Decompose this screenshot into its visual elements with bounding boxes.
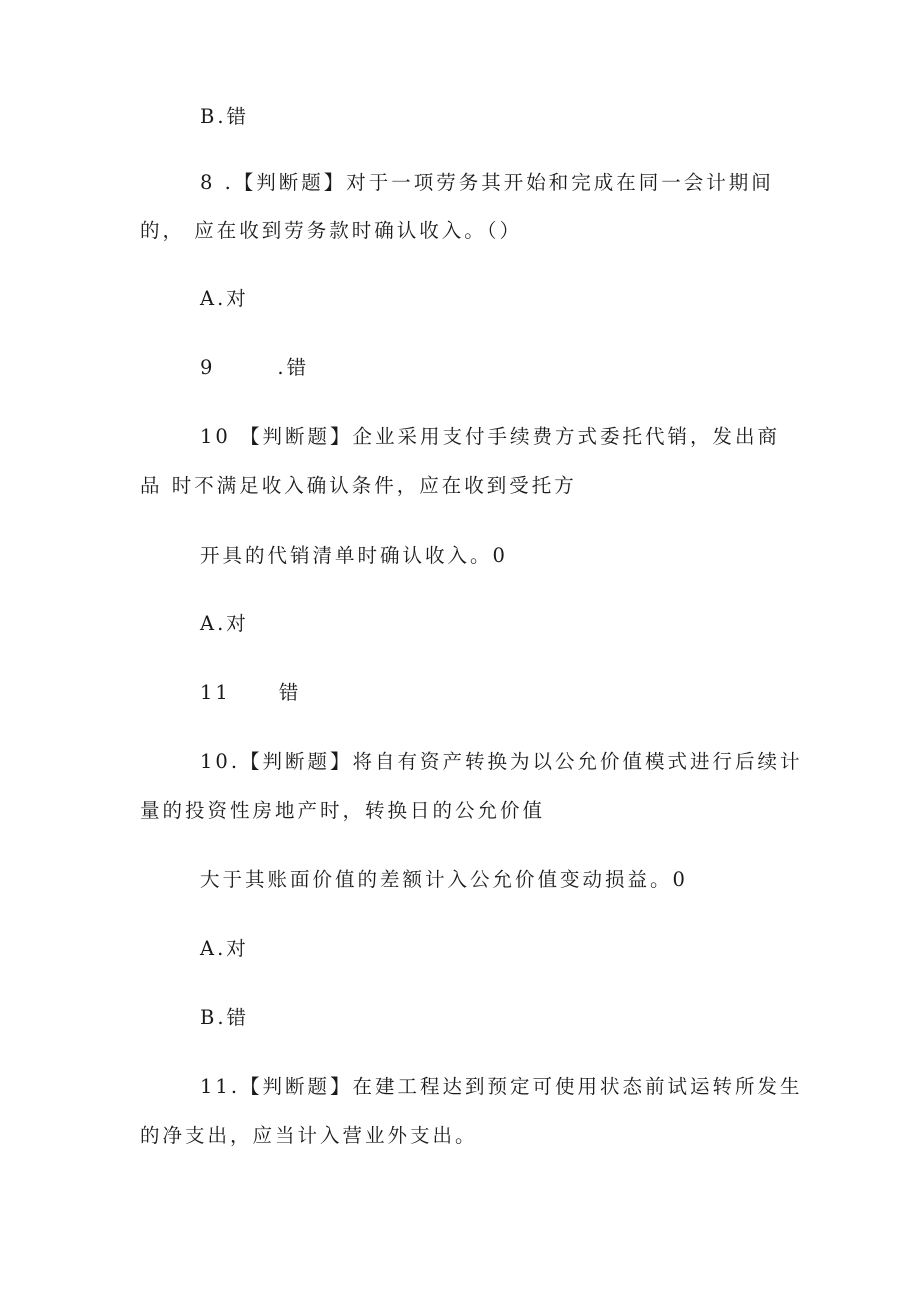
- question-10-line-2: 品 时不满足收入确认条件，应在收到受托方: [140, 474, 577, 497]
- question-10b-line-1: 10.【判断题】将自有资产转换为以公允价值模式进行后续计: [200, 750, 803, 773]
- question-10-line-3: 开具的代销清单时确认收入。0: [200, 544, 508, 567]
- item-text: 错: [278, 681, 302, 704]
- question-10-line-1: 10 【判断题】企业采用支付手续费方式委托代销，发出商: [200, 425, 781, 448]
- option-9-line: [200, 355, 309, 381]
- item-text: .错: [277, 356, 310, 379]
- item-number: 9: [200, 356, 216, 379]
- question-10b-line-2: 量的投资性房地产时，转换日的公允价值: [140, 799, 546, 822]
- option-a-line: A.对: [200, 937, 249, 960]
- option-b-line: B.错: [200, 1006, 250, 1029]
- option-a-line: A.对: [200, 612, 249, 635]
- item-number: 11: [200, 681, 231, 704]
- question-8-line-1: 8 .【判断题】对于一项劳务其开始和完成在同一会计期间: [200, 171, 774, 194]
- question-10b-line-3: 大于其账面价值的差额计入公允价值变动损益。0: [200, 868, 688, 891]
- option-b-line: B.错: [200, 105, 250, 128]
- question-11-line-2: 的净支出，应当计入营业外支出。: [140, 1124, 478, 1147]
- question-11-line-1: 11.【判断题】在建工程达到预定可使用状态前试运转所发生: [200, 1075, 803, 1098]
- option-11-line: [200, 680, 301, 706]
- question-8-line-2: 的， 应在收到劳务款时确认收入。（）: [140, 219, 522, 242]
- option-a-line: A.对: [200, 287, 249, 310]
